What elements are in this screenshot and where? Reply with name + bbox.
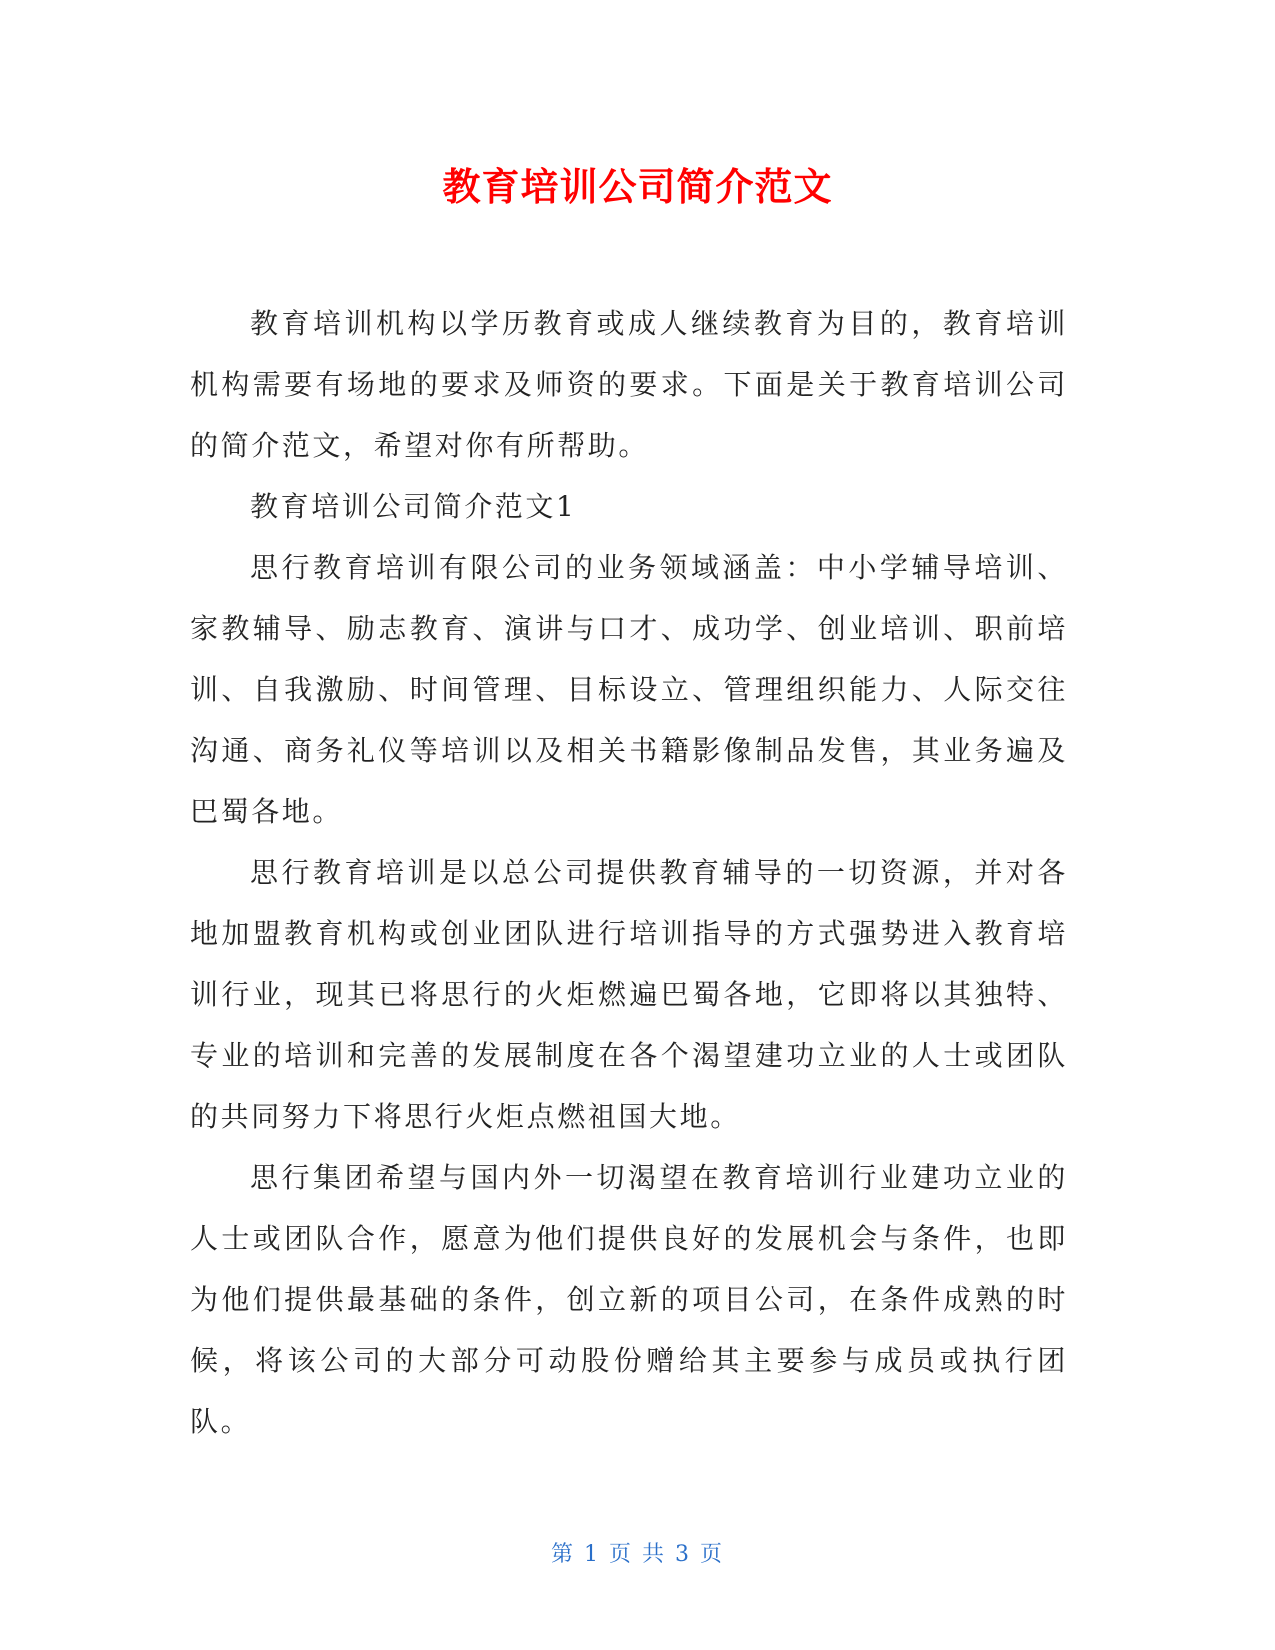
paragraph-intro: 教育培训机构以学历教育或成人继续教育为目的，教育培训机构需要有场地的要求及师资的要求。下面是关于教育培训公司的简介范文，希望对你有所帮助。 (190, 307, 1068, 462)
page-number-footer: 第 1 页 共 3 页 (551, 1542, 724, 1567)
paragraph-cooperation: 思行集团希望与国内外一切渴望在教育培训行业建功立业的人士或团队合作，愿意为他们提供良好的发展机会与条件，也即为他们提供最基础的条件，创立新的项目公司，在条件成熟的时候，将该公司的大部分可动股份赠给其主要参与成员或执行团队。 (190, 1161, 1068, 1438)
section-heading: 教育培训公司简介范文1 (250, 490, 577, 523)
paragraph-business-scope: 思行教育培训有限公司的业务领域涵盖：中小学辅导培训、家教辅导、励志教育、演讲与口才、成功学、创业培训、职前培训、自我激励、时间管理、目标设立、管理组织能力、人际交往沟通、商务礼仪等培训以及相关书籍影像制品发售，其业务遍及巴蜀各地。 (190, 551, 1068, 828)
document-body (190, 293, 1068, 1452)
document-title: 教育培训公司简介范文 (442, 165, 833, 209)
paragraph-training-model: 思行教育培训是以总公司提供教育辅导的一切资源，并对各地加盟教育机构或创业团队进行培训指导的方式强势进入教育培训行业，现其已将思行的火炬燃遍巴蜀各地，它即将以其独特、专业的培训和完善的发展制度在各个渴望建功立业的人士或团队的共同努力下将思行火炬点燃祖国大地。 (190, 856, 1068, 1133)
